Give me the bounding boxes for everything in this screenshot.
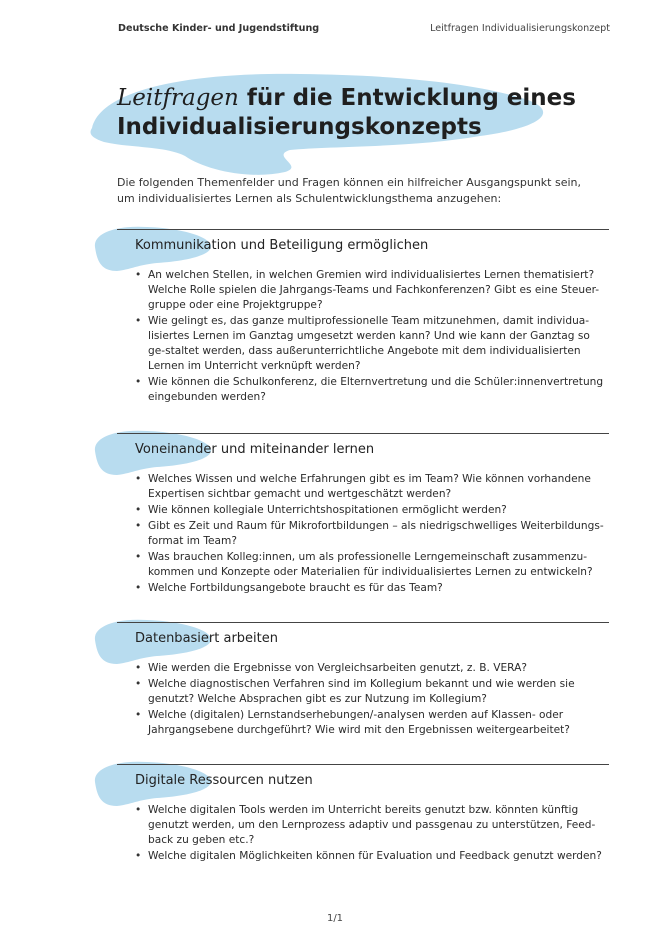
intro-line2: um individualisiertes Lernen als Schulentwicklungsthema anzugehen: (117, 192, 502, 205)
title-line2: Individualisierungskonzepts (117, 114, 482, 140)
list-item: • Welche digitalen Tools werden im Unterricht bereits genutzt bzw. könnten künftig genutzt werden, um den Lernprozess adaptiv und passgenau zu unterstützen, Feed-back zu geben etc.? (135, 803, 609, 848)
section-datenbasiert (117, 622, 609, 739)
title-emphasis: Leitfragen (117, 85, 239, 111)
list-item: • Wie können kollegiale Unterrichtshospitationen ermöglicht werden? (135, 503, 609, 518)
question-list (117, 803, 609, 864)
section-heading: Kommunikation und Beteiligung ermöglichen (135, 238, 429, 253)
list-item: • Wie können die Schulkonferenz, die Elternvertretung und die Schüler:innenvertretung eingebunden werden? (135, 375, 609, 405)
section-heading: Voneinander und miteinander lernen (135, 442, 375, 457)
intro-line1: Die folgenden Themenfelder und Fragen können ein hilfreicher Ausgangspunkt sein, (117, 176, 582, 189)
section-kommunikation (117, 229, 609, 406)
header-organization: Deutsche Kinder- und Jugendstiftung (118, 23, 320, 34)
page-title (117, 84, 607, 142)
list-item: • Wie gelingt es, das ganze multiprofessionelle Team mitzunehmen, damit individua-lisiertes Lernen im Ganztag umgesetzt werden kann? Und wie kann der Ganztag so ge-staltet werden, dass außerunterrichtliche Angebote mit dem individualisierten Lernen im Unterricht verknüpft werden? (135, 314, 609, 374)
section-heading: Digitale Ressourcen nutzen (135, 773, 313, 788)
list-item: • Welche Fortbildungsangebote braucht es für das Team? (135, 581, 609, 596)
page-number: 1/1 (326, 913, 344, 924)
question-list (117, 268, 609, 405)
section-voneinander (117, 433, 609, 597)
header-document-title: Leitfragen Individualisierungskonzept (430, 23, 610, 34)
question-list (117, 472, 609, 596)
list-item: • Wie werden die Ergebnisse von Vergleichsarbeiten genutzt, z. B. VERA? (135, 661, 609, 676)
list-item: • Welche diagnostischen Verfahren sind im Kollegium bekannt und wie werden sie genutzt? Welche Absprachen gibt es zur Nutzung im Kollegium? (135, 677, 609, 707)
title-line1-rest: für die Entwicklung eines (246, 85, 576, 111)
question-list (117, 661, 609, 738)
list-item: • Welche digitalen Möglichkeiten können für Evaluation und Feedback genutzt werden? (135, 849, 609, 864)
list-item: • Gibt es Zeit und Raum für Mikrofortbildungen – als niedrigschwelliges Weiterbildungs-format im Team? (135, 519, 609, 549)
list-item: • An welchen Stellen, in welchen Gremien wird individualisiertes Lernen thematisiert? Welche Rolle spielen die Jahrgangs-Teams und Fachkonferenzen? Gibt es eine Steuer-gruppe oder eine Projektgruppe? (135, 268, 609, 313)
section-heading: Datenbasiert arbeiten (135, 631, 278, 646)
section-digitale-ressourcen (117, 764, 609, 865)
intro-text (117, 175, 617, 207)
list-item: • Was brauchen Kolleg:innen, um als professionelle Lerngemeinschaft zusammenzu-kommen und Konzepte oder Materialien für individualisiertes Lernen zu entwickeln? (135, 550, 609, 580)
list-item: • Welches Wissen und welche Erfahrungen gibt es im Team? Wie können vorhandene Expertisen sichtbar gemacht und wertgeschätzt werden? (135, 472, 609, 502)
list-item: • Welche (digitalen) Lernstandserhebungen/-analysen werden auf Klassen- oder Jahrgangsebene durchgeführt? Wie wird mit den Ergebnissen weitergearbeitet? (135, 708, 609, 738)
